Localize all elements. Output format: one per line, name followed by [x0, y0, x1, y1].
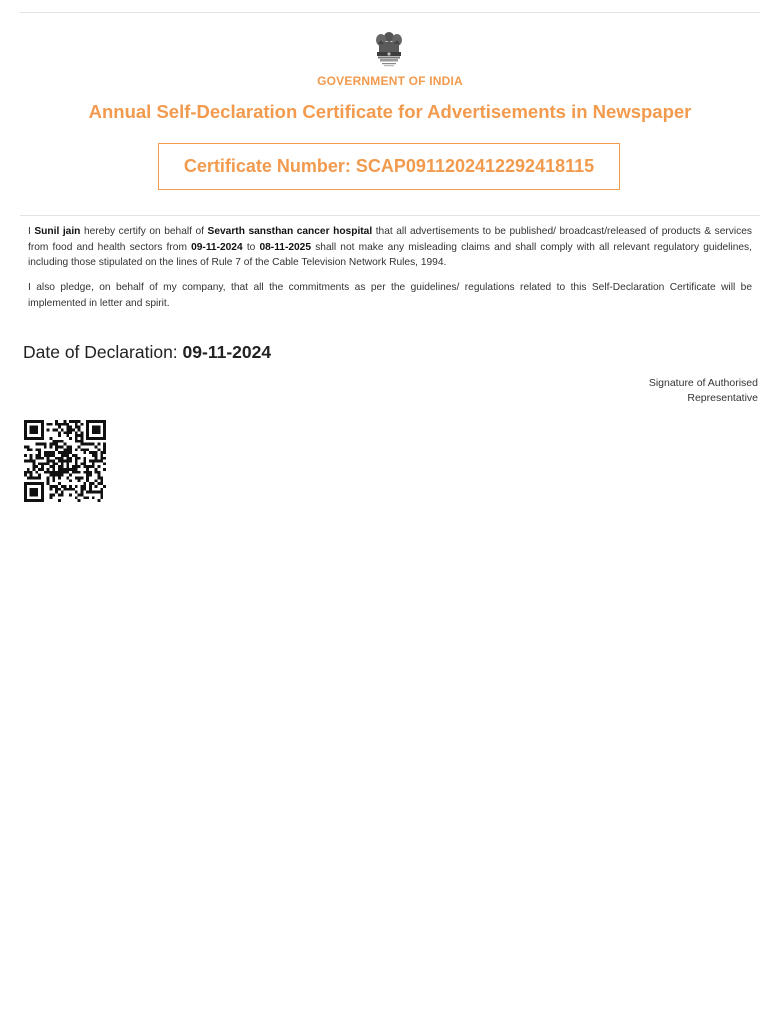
signature-line-1: Signature of Authorised	[648, 377, 758, 389]
date-of-declaration	[23, 342, 271, 363]
date-label: Date of Declaration:	[23, 342, 178, 362]
government-title: GOVERNMENT OF INDIA	[317, 74, 463, 88]
pledge-paragraph: I also pledge, on behalf of my company, that all the commitments as per the guidelines/ regulations related to this Self-Declaration Certificate will be implemented in letter and spirit.	[28, 282, 752, 309]
intro-word: I	[28, 226, 31, 237]
certificate-number: SCAP0911202412292418115	[355, 156, 595, 176]
declaration-body: that all advertisements to be published/ broadcast/released of products & services from food and health sectors from	[28, 226, 752, 253]
certificate-title: Annual Self-Declaration Certificate for Advertisements in Newspaper	[88, 101, 692, 122]
certificate-number-label: Certificate Number:	[183, 156, 351, 176]
behalf-text: hereby certify on behalf of	[83, 226, 204, 237]
declaration-paragraph	[28, 224, 752, 271]
validity-from-date: 09-11-2024	[191, 241, 243, 253]
section-divider	[20, 215, 760, 216]
declarant-name: Sunil jain	[34, 226, 81, 237]
validity-to-date: 08-11-2025	[259, 241, 312, 253]
date-value: 09-11-2024	[182, 342, 272, 362]
declaration-closing: shall not make any misleading claims and shall comply with all relevant regulatory guidelines, including those stipulated on the lines of Rule 7 of the Cable Television Network Rules, 1994.	[28, 241, 752, 268]
signature-line-2: Representative	[687, 392, 758, 404]
certificate-number-box	[158, 143, 620, 190]
organisation-name: Sevarth sansthan cancer hospital	[207, 226, 373, 237]
state-emblem-icon	[372, 30, 406, 68]
top-divider	[20, 12, 760, 13]
qr-code-icon	[22, 420, 108, 502]
to-word: to	[246, 241, 256, 253]
signature-block	[558, 376, 758, 406]
